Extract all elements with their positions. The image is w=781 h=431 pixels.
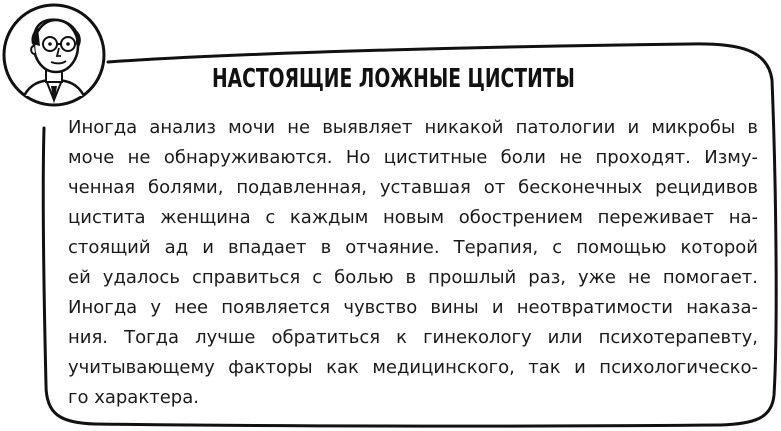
text-line: ния. Тогда лучше обратиться к гинекологу или психотерапевту, — [68, 327, 758, 348]
doctor-avatar-icon — [0, 0, 112, 112]
text-line: Иногда у нее появляется чувство вины и неотвратимости наказа- — [68, 297, 758, 318]
text-line: стоящий ад и впадает в отчаяние. Терапия, с помощью которой — [68, 237, 758, 258]
text-line: цистита женщина с каждым новым обострением переживает на- — [68, 207, 758, 228]
text-line: ей удалось справиться с болью в прошлый раз, уже не помогает. — [68, 267, 758, 288]
section-title: НАСТОЯЩИЕ ЛОЖНЫЕ ЦИСТИТЫ — [212, 64, 575, 94]
text-line: ченная болями, подавленная, уставшая от бесконечных рецидивов — [68, 177, 758, 198]
body-paragraph — [68, 113, 758, 413]
text-line: учитывающему факторы как медицинского, так и психологическо- — [68, 357, 758, 378]
text-line: го характера. — [68, 387, 199, 408]
text-line: моче не обнаруживаются. Но циститные боли не проходят. Изму- — [68, 147, 758, 168]
text-line: Иногда анализ мочи не выявляет никакой патологии и микробы в — [68, 117, 758, 138]
